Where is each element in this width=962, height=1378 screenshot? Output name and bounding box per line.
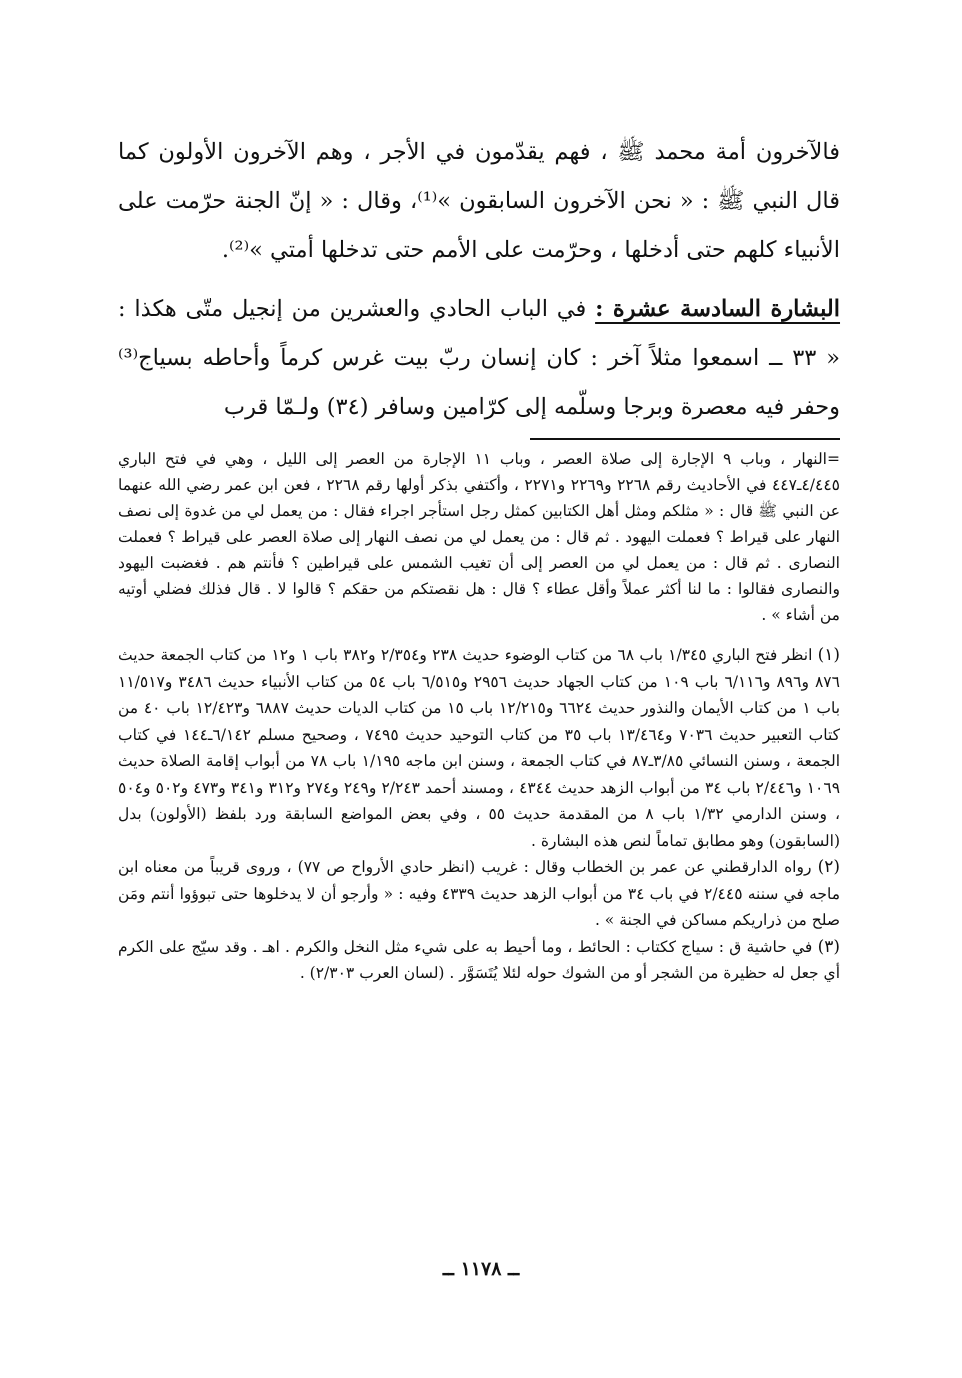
footnotes <box>118 446 840 987</box>
footnote-2-text: رواه الدارقطني عن عمر بن الخطاب وقال : غريب (انظر حادي الأرواح ص ٧٧) ، وروى قريباً من معناه ابن ماجه في سننه ٢/٤٤٥ في باب ٣٤ من أبواب الزهد حديث ٤٣٣٩ وفيه : « وأرجو أن لا يدخلوها حتى تبوؤوا أنتم ومَن صلح من ذراريكم مساكن في الجنة » . <box>118 858 840 929</box>
page-number: ــ ١١٧٨ ــ <box>442 1258 520 1280</box>
footnote-1-text: انظر فتح الباري ١/٣٤٥ باب ٦٨ من كتاب الوضوء حديث ٢٣٨ و٢/٣٥٤ و٣٨٢ باب ١ و١٢ من كتاب الجمعة حديث ٨٧٦ و٨٩٦ و٦/١١٦ باب ١٠٩ من كتاب الجهاد حديث ٢٩٥٦ و٦/٥١٥ باب ٥٤ من كتاب الأنبياء حديث ٣٤٨٦ و١١/٥١٧ باب ١ من كتاب الأيمان والنذور حديث ٦٦٢٤ و١٢/٢١٥ باب ١٥ من كتاب الديات حديث ٦٨٨٧ و١٢/٤٢٣ باب ٤٠ من كتاب التعبير حديث ٧٠٣٦ و١٣/٤٦٤ باب ٣٥ من كتاب التوحيد حديث ٧٤٩٥ ، وصحيح مسلم ٦/١٤٢ـ١٤٤ في كتاب الجمعة ، وسنن النسائي ٣/٨٥ـ٨٧ في كتاب الجمعة ، وسنن ابن ماجه ١/١٩٥ باب ٧٨ من أبواب إقامة الصلاة حديث ١٠٦٩ و٢/٤٤٦ باب ٣٤ من أبواب الزهد حديث ٤٣٤٤ ، ومسند أحمد ٢/٢٤٣ و٢٤٩ و٢٧٤ و٣١٢ و٣٤١ و٤٧٣ و٥٠٢ و٥٠٤ ، وسنن الدارمي ١/٣٢ باب ٨ من المقدمة حديث ٥٥ ، وفي بعض المواضع السابقة ورد بلفظ (الأولون) بدل (السابقون) وهو مطابق تماماً لنص هذه البشارة . <box>118 646 841 850</box>
main-text <box>118 128 840 432</box>
footnote-1 <box>118 642 840 854</box>
footnote-separator <box>530 438 840 440</box>
bishara-text: في الباب الحادي والعشرين من إنجيل متّى هكذا : « ٣٣ ــ اسمعوا مثلاً آخر : كان إنسان ربّ بيت غرس كرماً وأحاطه بسياج⁽³⁾ وحفر فيه معصرة وبرجا وسلّمه إلى كرّامين وسافر (٣٤) ولـمّا قرب <box>118 296 840 420</box>
footnote-3 <box>118 934 840 987</box>
footnote-list <box>118 642 840 987</box>
footnote-continuation: =النهار ، وباب ٩ الإجارة إلى صلاة العصر ، وباب ١١ الإجارة من العصر إلى الليل ، وهي في فتح الباري ٤/٤٤٥ـ٤٤٧ في الأحاديث رقم ٢٢٦٨ و٢٢٦٩ و٢٢٧١ ، وأكتفي بذكر أولها رقم ٢٢٦٨ ، فعن ابن عمر رضي الله عنهما عن النبي ﷺ قال : « مثلكم ومثل أهل الكتابين كمثل رجل استأجر اجراء فقال : من يعمل لي من غدوة إلى نصف النهار على قيراط ؟ فعملت اليهود . ثم قال : من يعمل لي من نصف النهار إلى صلاة العصر على قيراط ؟ فعملت النصارى . ثم قال : من يعمل لي من العصر إلى أن تغيب الشمس على قيراطين ؟ فأنتم هم . فغضبت اليهود والنصارى فقالوا : ما لنا أكثر عملاً وأقل عطاء ؟ قال : هل نقصتكم من حقكم ؟ قالوا لا . قال فذلك فضلي أوتيه من أشاء » . <box>118 450 840 624</box>
page-content <box>118 128 840 987</box>
main-paragraph-2 <box>118 285 840 432</box>
main-paragraph-1: فالآخرون أمة محمد ﷺ ، فهم يقدّمون في الأجر ، وهم الآخرون الأولون كما قال النبي ﷺ : « نحن الآخرون السابقون »⁽¹⁾، وقال : « إنّ الجنة حرّمت على الأنبياء كلهم حتى أدخلها ، وحرّمت على الأمم حتى تدخلها أمتي »⁽²⁾. <box>118 139 840 263</box>
footnote-3-number: (٣) <box>817 936 840 957</box>
footnote-2-number: (٢) <box>817 857 840 877</box>
bishara-heading: البشارة السادسة عشرة : <box>595 296 841 322</box>
footnote-2 <box>118 854 840 934</box>
footnote-3-text: في حاشية ق : سياج ككتاب : الحائط ، وما أحيط به على شيء مثل النخل والكرم . اهـ . وقد سيّج على الكرم أي جعل له حظيرة من الشجر أو من الشوك حوله لئلا يُتَسَوَّر . (لسان العرب ٢/٣٠٣) . <box>118 937 840 982</box>
footnote-1-number: (١) <box>817 645 841 665</box>
